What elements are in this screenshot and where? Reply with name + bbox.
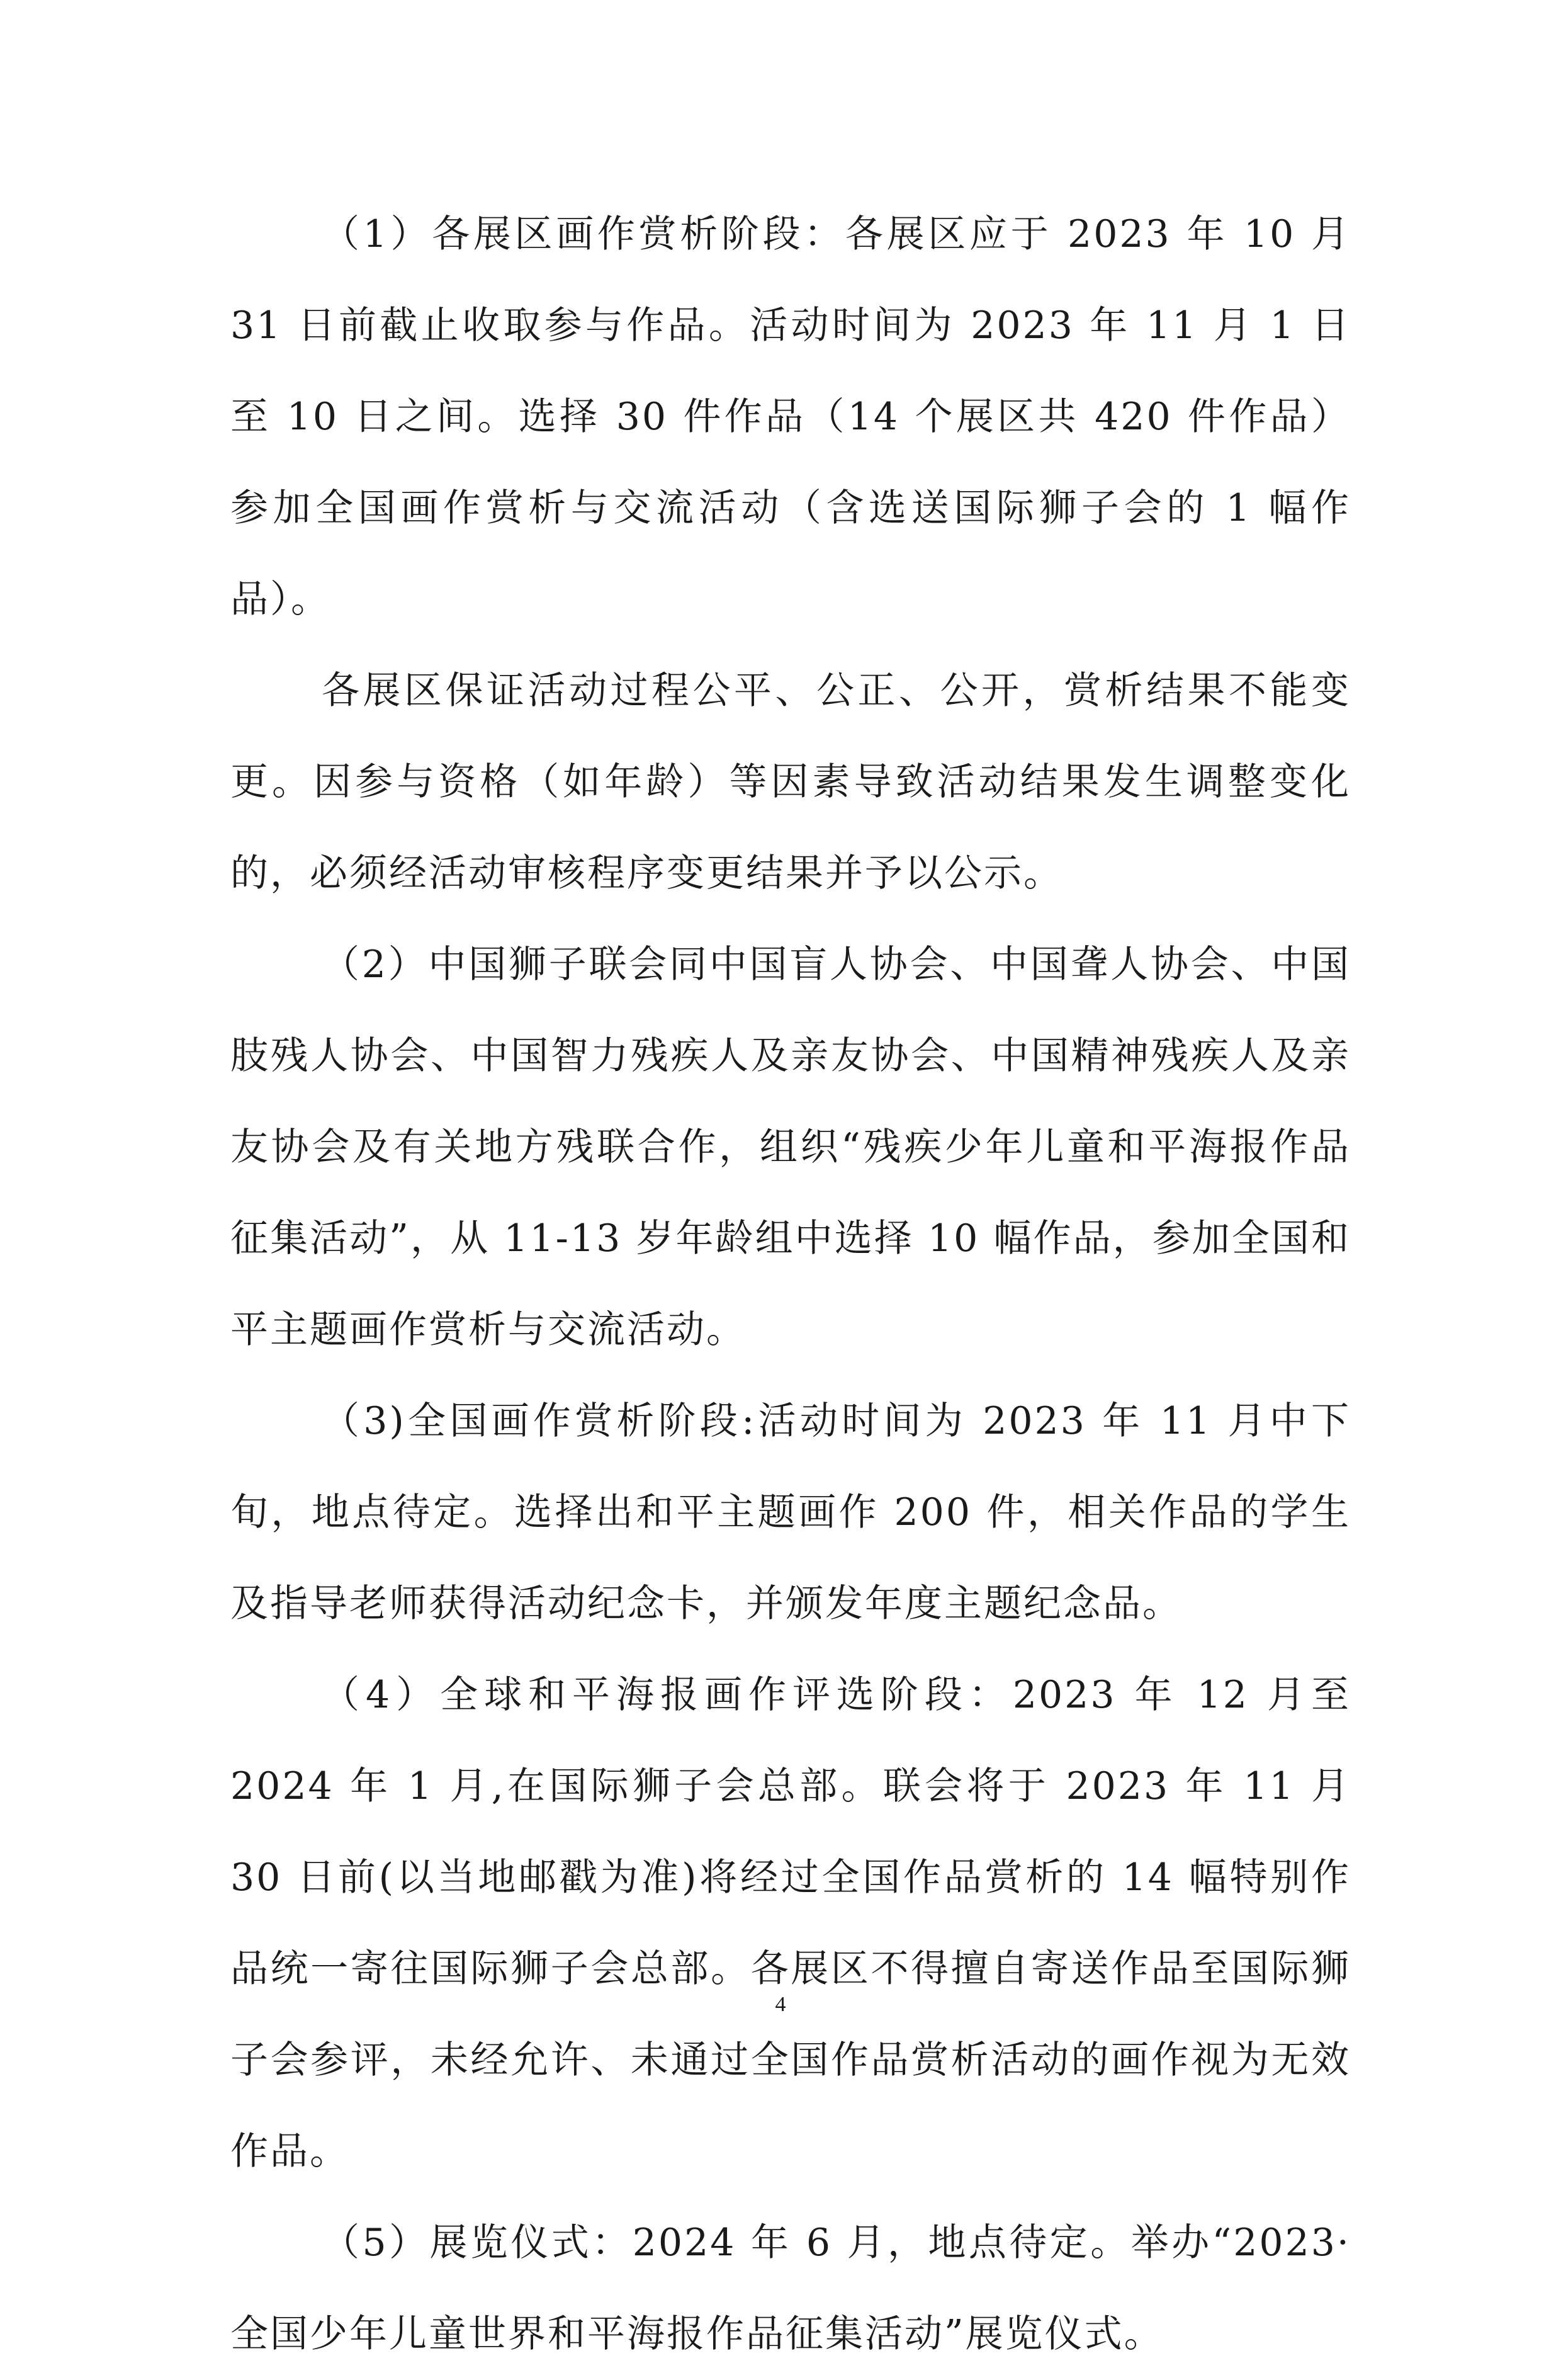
paragraph-stage-4: （4）全球和平海报画作评选阶段：2023 年 12 月至 2024 年 1 月,在国际狮子会总部。联会将于 2023 年 11 月 30 日前(以当地邮戳为准)将经过全国作品赏析的 14 幅特别作品统一寄往国际狮子会总部。各展区不得擅自寄送作品至国际狮子会参评，未经允许、未通过全国作品赏析活动的画作视为无效作品。 bbox=[230, 1673, 1351, 2173]
paragraph-stage-5: （5）展览仪式：2024 年 6 月，地点待定。举办“2023·全国少年儿童世界和平海报作品征集活动”展览仪式。 bbox=[230, 2221, 1351, 2356]
paragraph-stage-2: （2）中国狮子联会同中国盲人协会、中国聋人协会、中国肢残人协会、中国智力残疾人及亲友协会、中国精神残疾人及亲友协会及有关地方残联合作，组织“残疾少年儿童和平海报作品征集活动”，从 11-13 岁年龄组中选择 10 幅作品，参加全国和平主题画作赏析与交流活动。 bbox=[230, 943, 1351, 1352]
page-number: 4 bbox=[775, 1993, 786, 2016]
paragraph-stage-3: （3)全国画作赏析阶段:活动时间为 2023 年 11 月中下旬，地点待定。选择出和平主题画作 200 件，相关作品的学生及指导老师获得活动纪念卡，并颁发年度主题纪念品。 bbox=[230, 1399, 1351, 1626]
paragraph-stage-1: （1）各展区画作赏析阶段：各展区应于 2023 年 10 月 31 日前截止收取参与作品。活动时间为 2023 年 11 月 1 日至 10 日之间。选择 30 件作品（14 个展区共 420 件作品）参加全国画作赏析与交流活动（含选送国际狮子会的 1 幅作品）。 bbox=[230, 212, 1351, 621]
paragraph-fairness: 各展区保证活动过程公平、公正、公开，赏析结果不能变更。因参与资格（如年龄）等因素导致活动结果发生调整变化的，必须经活动审核程序变更结果并予以公示。 bbox=[230, 669, 1351, 895]
document-body bbox=[230, 189, 1351, 2380]
